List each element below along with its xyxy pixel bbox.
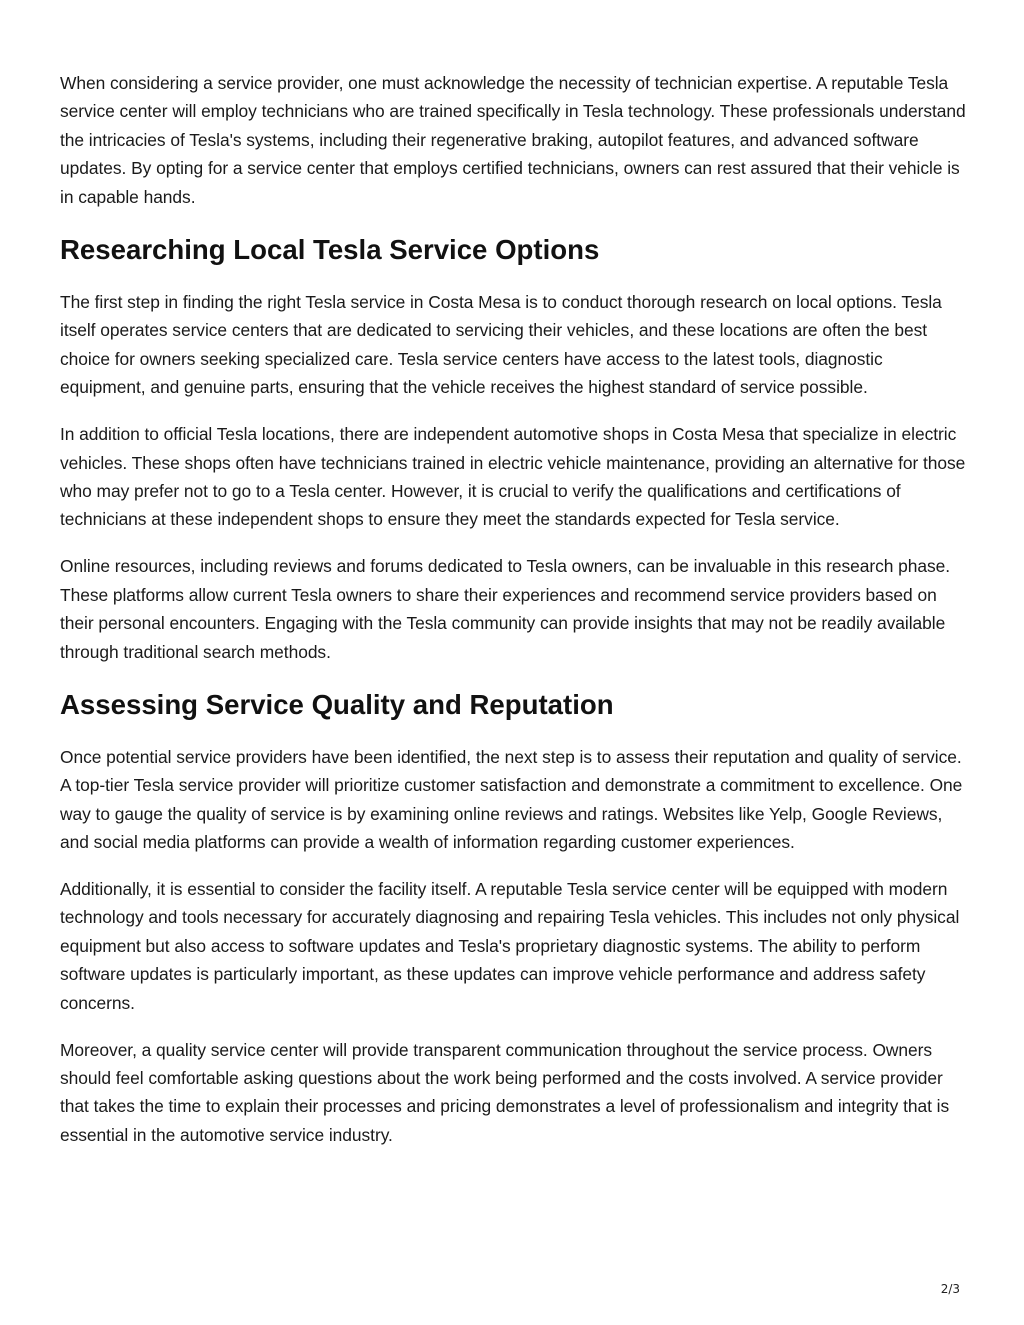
body-paragraph: Once potential service providers have been identified, the next step is to assess their reputation and quality of service. A top-tier Tesla service provider will prioritize customer satisfaction and demonstrate a commitment to excellence. One way to gauge the quality of service is by examining online reviews and ratings. Websites like Yelp, Google Reviews, and social media platforms can provide a wealth of information regarding customer experiences. — [60, 746, 963, 853]
body-paragraph: In addition to official Tesla locations, there are independent automotive shops in Costa Mesa that specialize in electric vehicles. These shops often have technicians trained in electric vehicle maintenance, providing an alternative for those who may prefer not to go to a Tesla center. However, it is crucial to verify the qualifications and certifications of technicians at these independent shops to ensure they meet the standards expected for Tesla service. — [60, 424, 966, 530]
body-paragraph: Online resources, including reviews and forums dedicated to Tesla owners, can be invaluable in this research phase. These platforms allow current Tesla owners to share their experiences and recommend service providers based on their personal encounters. Engaging with the Tesla community can provide insights that may not be readily available through traditional search methods. — [60, 556, 951, 662]
document-page — [60, 69, 968, 1168]
body-paragraph: The first step in finding the right Tesla service in Costa Mesa is to conduct thorough research on local options. Tesla itself operates service centers that are dedicated to servicing their vehicles, and these locations are often the best choice for owners seeking specialized care. Tesla service centers have access to the latest tools, diagnostic equipment, and genuine parts, ensuring that the vehicle receives the highest standard of service possible. — [60, 292, 942, 398]
section-heading: Researching Local Tesla Service Options — [60, 234, 600, 266]
body-paragraph: Additionally, it is essential to consider the facility itself. A reputable Tesla service center will be equipped with modern technology and tools necessary for accurately diagnosing and repairing Tesla vehicles. This includes not only physical equipment but also access to software updates and Tesla's proprietary diagnostic systems. The ability to perform software updates is particularly important, as these updates can improve vehicle performance and address safety concerns. — [60, 879, 960, 1013]
body-paragraph: Moreover, a quality service center will provide transparent communication throughout the service process. Owners should feel comfortable asking questions about the work being performed and the costs involved. A service provider that takes the time to explain their processes and pricing demonstrates a level of professionalism and integrity that is essential in the automotive service industry. — [60, 1039, 950, 1145]
body-paragraph: When considering a service provider, one must acknowledge the necessity of technician expertise. A reputable Tesla service center will employ technicians who are trained specifically in Tesla technology. These professionals understand the intricacies of Tesla's systems, including their regenerative braking, autopilot features, and advanced software updates. By opting for a service center that employs certified technicians, owners can rest assured that their vehicle is in capable hands. — [60, 73, 966, 207]
section-heading: Assessing Service Quality and Reputation — [60, 688, 614, 720]
intro-section — [60, 69, 968, 211]
page-number: 2/3 — [940, 1282, 960, 1296]
